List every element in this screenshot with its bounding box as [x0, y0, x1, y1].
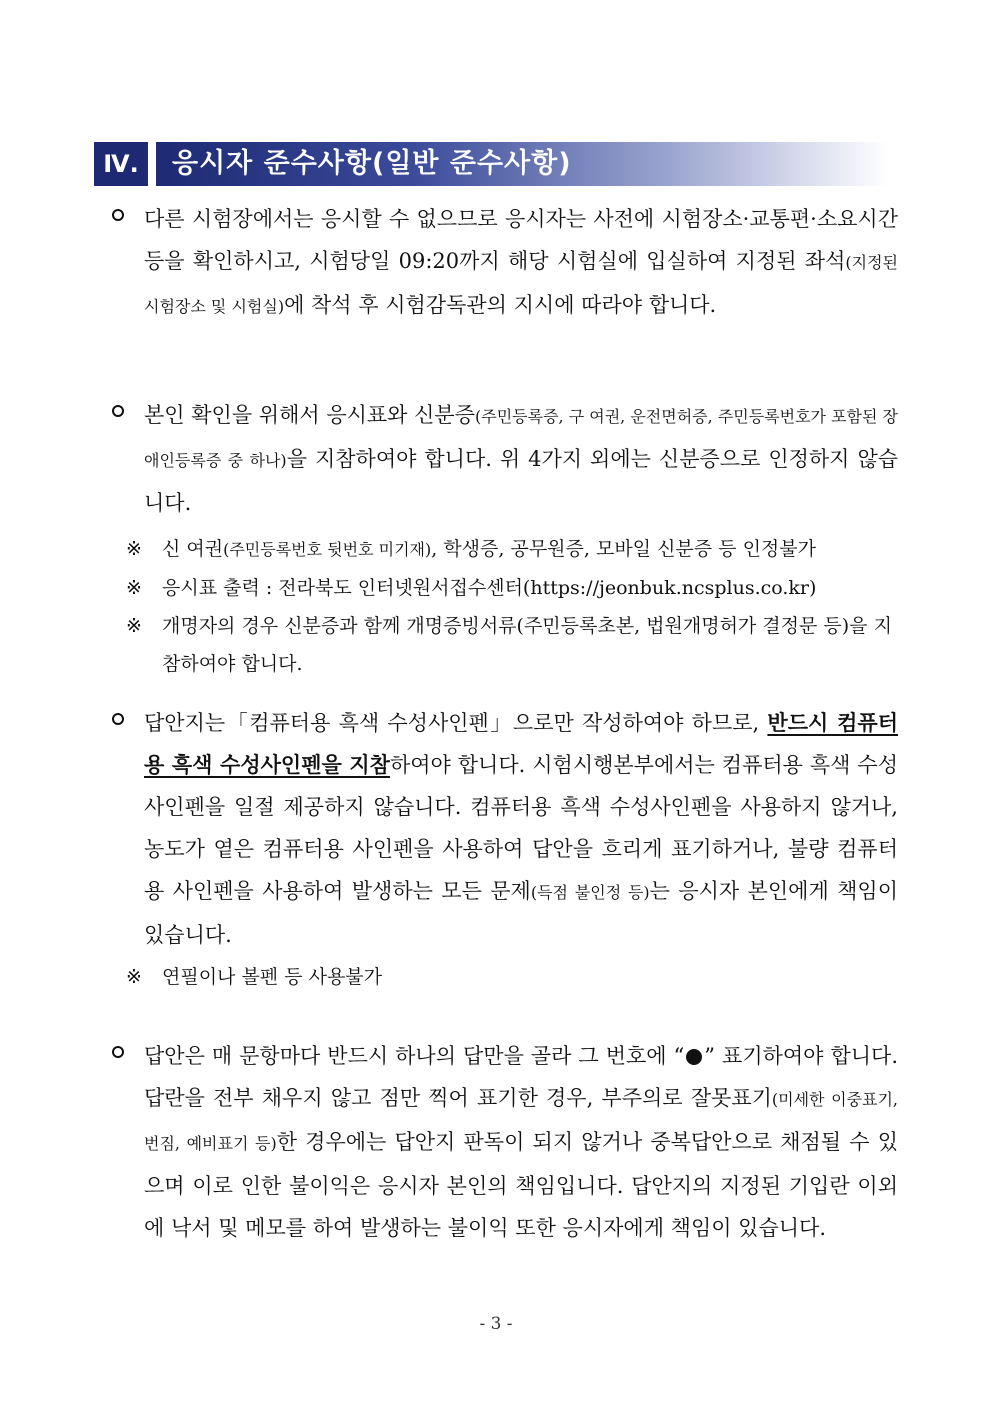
text-segment: 을 지참하여야 합니다. 위 4가지 외에는 신분증으로 인정하지 않습니다.: [144, 447, 899, 515]
text-segment: 연필이나 볼펜 등 사용불가: [162, 966, 383, 988]
note-line: [126, 958, 898, 996]
filled-circle-icon: [686, 1049, 702, 1065]
text-small: (주민등록증, 구 여권, 운전면허증, 주민등록번호가 포함된 장애인등록증 중 하나): [144, 407, 898, 470]
emphasis-text: 반드시 컴퓨터용 흑색 수성사인펜을 지참: [144, 710, 898, 777]
text-small: (주민등록번호 뒷번호 미기재): [223, 540, 432, 559]
rule-text: [144, 198, 898, 328]
rule-item-3: [108, 702, 898, 996]
text-segment: 답안지는「컴퓨터용 흑색 수성사인펜」으로만 작성하여야 하므로,: [144, 711, 768, 735]
rule-item-4: [108, 1035, 898, 1249]
note-line: [126, 569, 898, 607]
text-segment: 는 응시자 본인에게 책임이 있습니다.: [144, 879, 898, 947]
rule-item-1: [108, 198, 898, 328]
text-segment: 신 여권: [162, 538, 224, 560]
note-line: [126, 607, 898, 683]
rule-item-2: [108, 394, 898, 683]
text-small: (미세한 이중표기, 번짐, 예비표기 등): [144, 1090, 898, 1153]
notes: [108, 958, 898, 996]
note-mark: ※: [126, 615, 142, 637]
text-small: (지정된 시험장소 및 시험실): [144, 253, 898, 316]
note-mark: ※: [126, 577, 142, 599]
section-header: [94, 142, 888, 186]
section-title-bar: [156, 142, 888, 186]
bullet-circle-icon: [112, 713, 124, 725]
text-segment: 다른 시험장에서는 응시할 수 없으므로 응시자는 사전에 시험장소·교통편·소요시간 등을 확인하시고, 시험당일 09:20까지 해당 시험실에 입실하여 지정된 좌석: [144, 207, 898, 273]
text-segment: , 학생증, 공무원증, 모바일 신분증 등 인정불가: [431, 538, 816, 560]
text-segment: 응시표 출력 : 전라북도 인터넷원서접수센터(https://jeonbuk.ncsplus.co.kr): [162, 577, 817, 599]
text-segment: 에 착석 후 시험감독관의 지시에 따라야 합니다.: [284, 293, 717, 317]
section-number: Ⅳ.: [94, 142, 148, 186]
text-segment: 개명자의 경우 신분증과 함께 개명증빙서류(주민등록초본, 법원개명허가 결정문 등)을 지참하여야 합니다.: [162, 615, 892, 675]
note-line: [126, 530, 898, 569]
notes: [108, 530, 898, 683]
text-segment: 답안은 매 문항마다 반드시 하나의 답만을 골라 그 번호에 “: [144, 1044, 685, 1068]
note-mark: ※: [126, 538, 142, 560]
rule-text: [144, 394, 898, 524]
note-mark: ※: [126, 966, 142, 988]
rule-text: [144, 1035, 898, 1249]
rule-text: [144, 702, 898, 956]
bullet-circle-icon: [112, 405, 124, 417]
text-segment: 하여야 합니다. 시험시행본부에서는 컴퓨터용 흑색 수성사인펜을 일절 제공하지 않습니다. 컴퓨터용 흑색 수성사인펜을 사용하지 않거나, 농도가 옅은 컴퓨터용 사인펜을 사용하여 답안을 흐리게 표기하거나, 불량 컴퓨터용 사인펜을 사용하여 발생하는 모든 문제: [144, 753, 898, 903]
bullet-circle-icon: [112, 209, 124, 221]
section-title: 응시자 준수사항(일반 준수사항): [172, 148, 572, 179]
text-segment: 한 경우에는 답안지 판독이 되지 않거나 중복답안으로 채점될 수 있으며 이로 인한 불이익은 응시자 본인의 책임입니다. 답안지의 지정된 기입란 이외에 낙서 및 메모를 하여 발생하는 불이익 또한 응시자에게 책임이 있습니다.: [144, 1130, 898, 1240]
text-small: (득점 불인정 등): [530, 883, 650, 902]
page-number: - 3 -: [479, 1314, 513, 1334]
text-segment: 본인 확인을 위해서 응시표와 신분증: [144, 403, 476, 427]
bullet-circle-icon: [112, 1046, 124, 1058]
text-segment: ” 표기하여야 합니다. 답란을 전부 채우지 않고 점만 찍어 표기한 경우, 부주의로 잘못표기: [144, 1044, 898, 1110]
